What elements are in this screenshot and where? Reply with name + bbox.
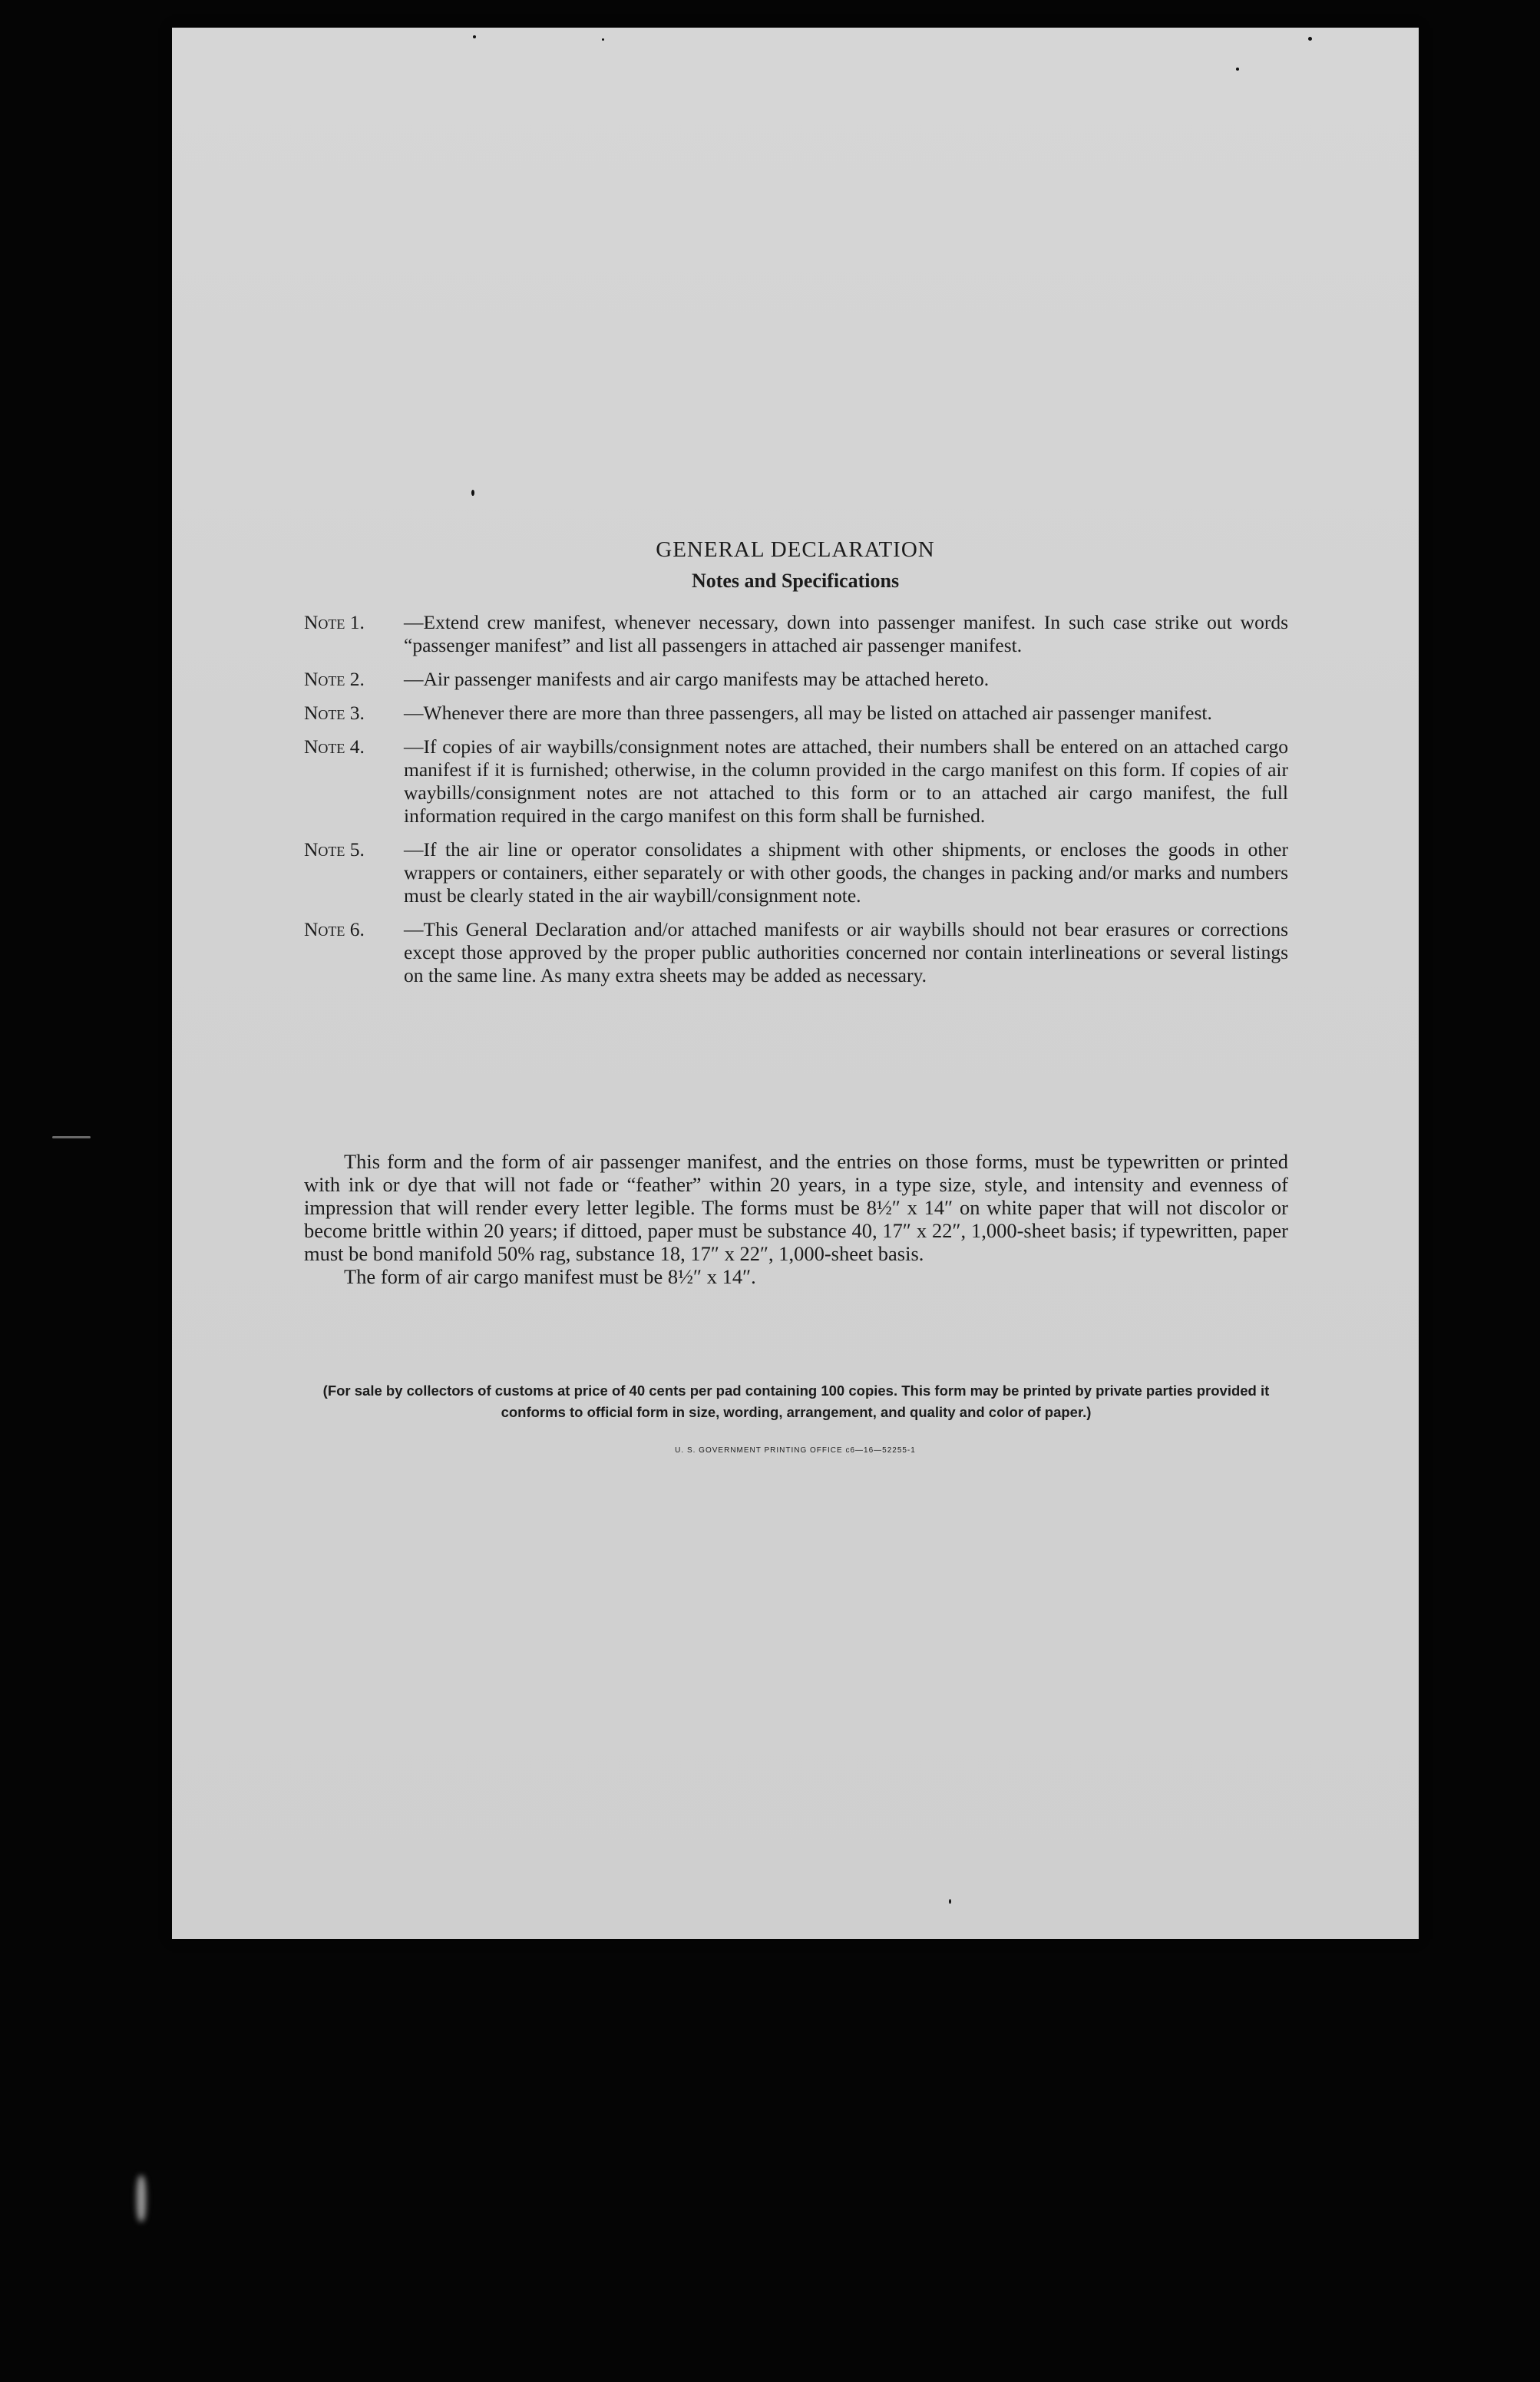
scan-glare xyxy=(137,2176,146,2222)
note-label: Note 6. xyxy=(304,918,365,940)
note-text: —If the air line or operator consolidates a shipment with other shipments, or encloses the goods in other wrappers or containers, either separately or with other goods, the changes in packing and/or marks and numbers must be clearly stated in the air waybill/consignment note. xyxy=(404,838,1288,907)
speck xyxy=(471,490,474,496)
note-item xyxy=(304,668,1288,691)
speck xyxy=(1236,68,1239,71)
printer-imprint: U. S. GOVERNMENT PRINTING OFFICE c6—16—52255-1 xyxy=(675,1446,916,1455)
note-label: Note 2. xyxy=(304,668,365,690)
note-item xyxy=(304,918,1288,987)
note-text: —Extend crew manifest, whenever necessary, down into passenger manifest. In such case strike out words “passenger manifest” and list all passengers in attached air passenger manifest. xyxy=(404,611,1288,656)
document-page xyxy=(172,28,1419,1939)
note-label: Note 1. xyxy=(304,611,365,633)
note-item xyxy=(304,838,1288,907)
note-text: —Air passenger manifests and air cargo manifests may be attached hereto. xyxy=(404,668,990,690)
notes-list xyxy=(304,611,1288,998)
note-item xyxy=(304,702,1288,725)
paper-requirements-paragraph: This form and the form of air passenger manifest, and the entries on those forms, must be typewritten or printed with ink or dye that will not fade or “feather” within 20 years, in a type size, style, and intensity and evenness of impression that will render every letter legible. The forms must be 8½″ x 14″ on white paper that will not discolor or become brittle within 20 years; if dittoed, paper must be substance 40, 17″ x 22″, 1,000-sheet basis; if typewritten, paper must be bond manifold 50% rag, substance 18, 17″ x 22″, 1,000-sheet basis. xyxy=(304,1150,1288,1265)
speck xyxy=(473,35,476,38)
speck xyxy=(602,38,604,41)
cargo-manifest-size-paragraph: The form of air cargo manifest must be 8½″ x 14″. xyxy=(344,1265,756,1288)
speck xyxy=(949,1899,951,1904)
note-label: Note 3. xyxy=(304,702,365,724)
note-item xyxy=(304,735,1288,828)
note-text: —This General Declaration and/or attached manifests or air waybills should not bear erasures or corrections except those approved by the proper public authorities concerned nor contain interlineations or several listings on the same line. As many extra sheets may be added as necessary. xyxy=(404,918,1288,986)
note-text: —Whenever there are more than three passengers, all may be listed on attached air passenger manifest. xyxy=(404,702,1212,724)
page-subtitle: Notes and Specifications xyxy=(691,570,900,592)
note-label: Note 4. xyxy=(304,735,365,758)
note-text: —If copies of air waybills/consignment notes are attached, their numbers shall be entered on an attached cargo manifest if it is furnished; otherwise, in the column provided in the cargo manifest on this form. If copies of air waybills/consignment notes are not attached to this form or to an attached air cargo manifest, the full information required in the cargo manifest on this form shall be furnished. xyxy=(404,735,1288,827)
sale-notice: (For sale by collectors of customs at price of 40 cents per pad containing 100 copies. This form may be printed by private parties provided it conforms to official form in size, wording, arrangement, and quality and color of paper.) xyxy=(322,1383,1270,1420)
form-requirements xyxy=(304,1150,1288,1288)
scan-mark xyxy=(52,1136,91,1138)
page-title: GENERAL DECLARATION xyxy=(656,537,935,562)
speck xyxy=(1308,37,1312,41)
note-item xyxy=(304,611,1288,657)
note-label: Note 5. xyxy=(304,838,365,861)
